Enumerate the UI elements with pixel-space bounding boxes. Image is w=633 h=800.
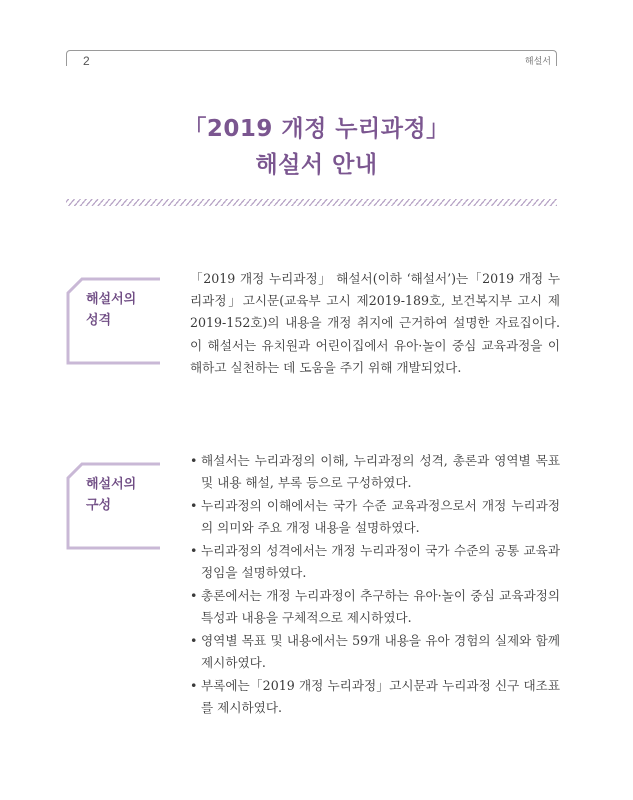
page-title-line2: 해설서 안내: [255, 152, 378, 178]
bullet-icon: •: [190, 453, 198, 468]
section-paragraph-nature: 「2019 개정 누리과정」 해설서(이하 ‘해설서’)는「2019 개정 누리과정」고시문(교육부 고시 제2019-189호, 보건복지부 고시 제2019-152호)의 내용을 개정 취지에 근거하여 설명한 자료집이다. 이 해설서는 유치원과 어린이집에서 유아·놀이 중심 교육과정을 이해하고 실천하는 데 도움을 주기 위해 개발되었다.: [190, 271, 560, 375]
list-item: [190, 585, 560, 629]
page-title-line1: 「2019 개정 누리과정」: [183, 116, 450, 142]
section-tag-label-line1: 해설서의: [86, 292, 137, 307]
list-item-text: 총론에서는 개정 누리과정이 추구하는 유아·놀이 중심 교육과정의 특성과 내용을 구체적으로 제시하였다.: [201, 587, 560, 625]
running-head: 해설서: [524, 57, 551, 67]
list-item: [190, 495, 560, 539]
bullet-icon: •: [190, 677, 198, 693]
list-item-text: 누리과정의 이해에서는 국가 수준 교육과정으로서 개정 누리과정의 의미와 주요 개정 내용을 설명하였다.: [201, 497, 560, 536]
section-tag-nature: [66, 277, 161, 365]
section-tag-label: [86, 474, 136, 516]
bullet-icon: •: [190, 542, 198, 558]
list-item: [190, 675, 560, 719]
list-item-text: 해설서는 누리과정의 이해, 누리과정의 성격, 총론과 영역별 목표 및 내용 해설, 부록 등으로 구성하였다.: [201, 453, 560, 491]
bullet-icon: •: [190, 497, 198, 513]
header-frame: [66, 50, 557, 66]
list-item-text: 누리과정의 성격에서는 개정 누리과정이 국가 수준의 공통 교육과정임을 설명하였다.: [201, 542, 560, 581]
composition-list: [190, 450, 560, 719]
bullet-icon: •: [190, 632, 198, 648]
section-tag-label-line2: 성격: [86, 313, 112, 328]
list-item: [190, 450, 560, 494]
page-number: 2: [83, 54, 90, 68]
section-tag-label-line1: 해설서의: [86, 477, 137, 492]
hatched-divider: [66, 199, 557, 206]
list-item-text: 부록에는「2019 개정 누리과정」고시문과 누리과정 신구 대조표를 제시하였다.: [201, 677, 560, 715]
section-tag-label-line2: 구성: [86, 498, 112, 513]
list-item: [190, 540, 560, 584]
list-item: [190, 630, 560, 674]
section-tag-composition: [66, 462, 161, 550]
bullet-icon: •: [190, 587, 198, 603]
list-item-text: 영역별 목표 및 내용에서는 59개 내용을 유아 경험의 실제와 함께 제시하였다.: [201, 632, 560, 670]
section-tag-label: [86, 289, 136, 331]
